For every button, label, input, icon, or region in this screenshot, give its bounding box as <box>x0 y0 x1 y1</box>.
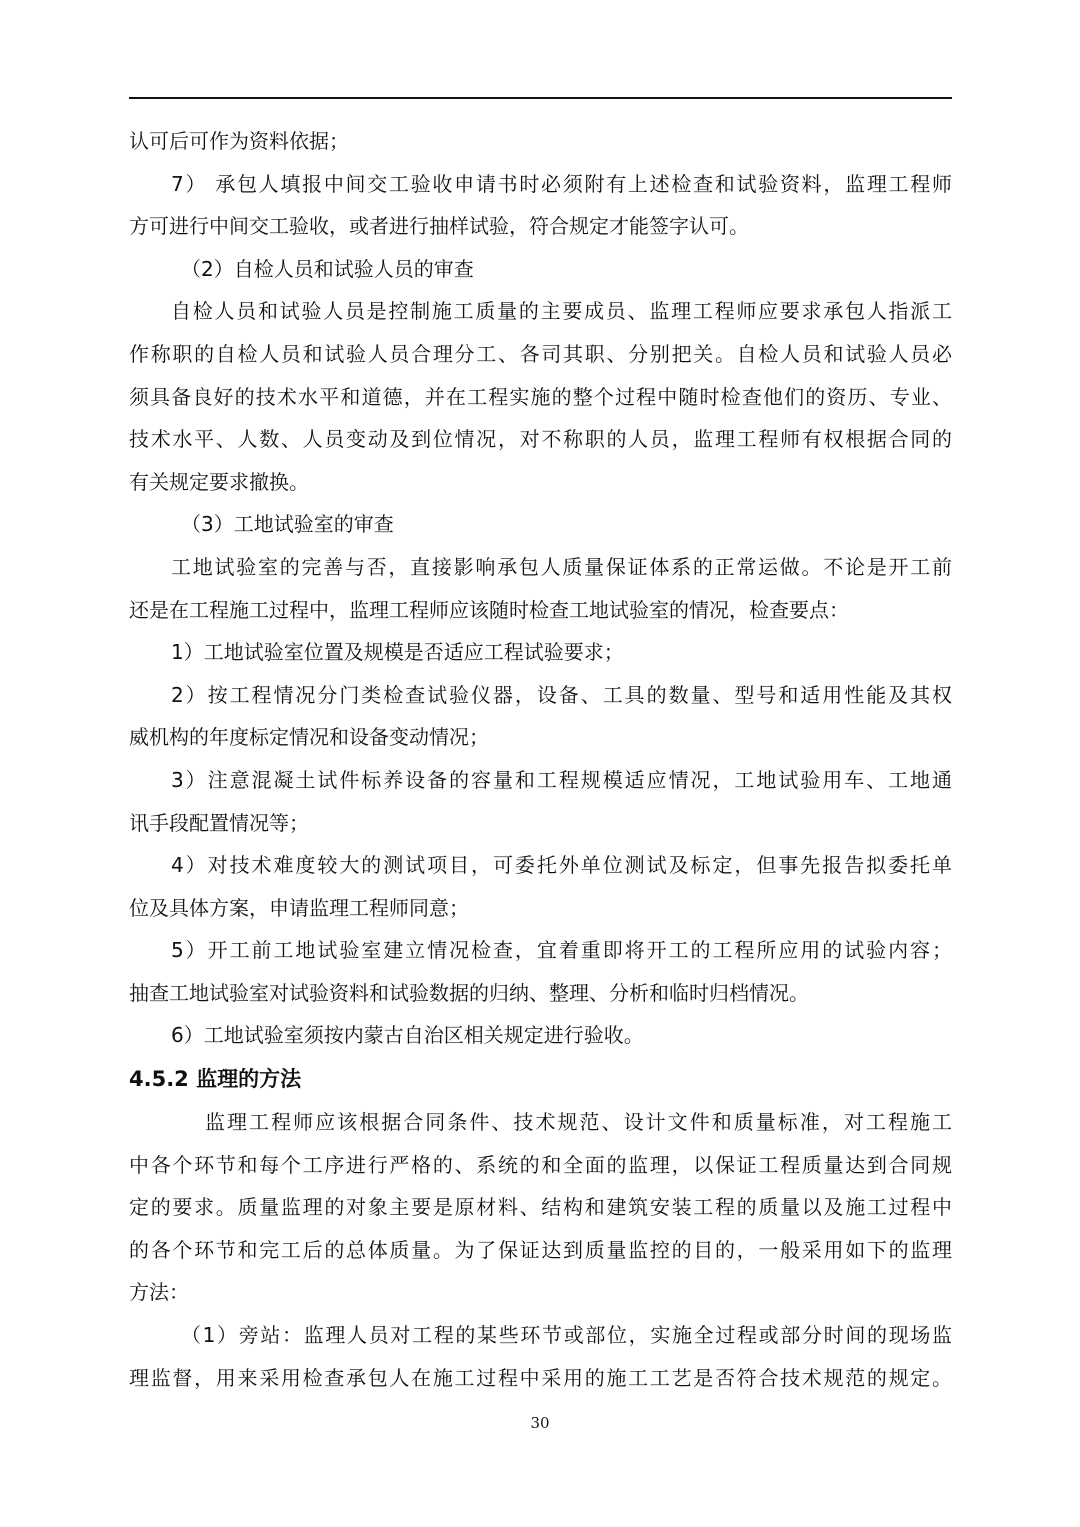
list-item: （1）旁站：监理人员对工程的某些环节或部位，实施全过程或部分时间的现场监 <box>181 1323 952 1348</box>
section-subheading: （2）自检人员和试验人员的审查 <box>181 256 474 281</box>
list-item: 2）按工程情况分门类检查试验仪器，设备、工具的数量、型号和适用性能及其权 <box>171 682 952 707</box>
text-line: 技术水平、人数、人员变动及到位情况，对不称职的人员，监理工程师有权根据合同的 <box>129 427 952 452</box>
text-line: 7） 承包人填报中间交工验收申请书时必须附有上述检查和试验资料，监理工程师 <box>171 171 952 196</box>
text-line: 自检人员和试验人员是控制施工质量的主要成员、监理工程师应要求承包人指派工 <box>171 299 952 324</box>
section-heading: 4.5.2 监理的方法 <box>129 1067 302 1092</box>
text-line: 威机构的年度标定情况和设备变动情况； <box>129 725 489 750</box>
text-line: 方可进行中间交工验收，或者进行抽样试验，符合规定才能签字认可。 <box>129 214 749 239</box>
text-line: 作称职的自检人员和试验人员合理分工、各司其职、分别把关。自检人员和试验人员必 <box>129 341 952 366</box>
body-text <box>129 120 952 1399</box>
page-number: 30 <box>530 1414 550 1432</box>
text-line: 认可后可作为资料依据； <box>129 129 349 153</box>
text-line: 还是在工程施工过程中，监理工程师应该随时检查工地试验室的情况，检查要点： <box>129 597 849 622</box>
text-line: 的各个环节和完工后的总体质量。为了保证达到质量监控的目的，一般采用如下的监理 <box>129 1237 952 1262</box>
text-line: 讯手段配置情况等； <box>129 810 309 835</box>
text-line: 抽查工地试验室对试验资料和试验数据的归纳、整理、分析和临时归档情况。 <box>129 980 809 1005</box>
list-item: 3）注意混凝土试件标养设备的容量和工程规模适应情况，工地试验用车、工地通 <box>171 767 952 792</box>
section-subheading: （3）工地试验室的审查 <box>181 512 394 537</box>
list-item: 4）对技术难度较大的测试项目，可委托外单位测试及标定，但事先报告拟委托单 <box>171 853 952 878</box>
list-item: 5）开工前工地试验室建立情况检查，宜着重即将开工的工程所应用的试验内容； <box>171 938 952 963</box>
header-rule <box>129 97 952 99</box>
text-line: 须具备良好的技术水平和道德，并在工程实施的整个过程中随时检查他们的资历、专业、 <box>129 384 952 409</box>
text-line: 有关规定要求撤换。 <box>129 469 309 494</box>
list-item: 6）工地试验室须按内蒙古自治区相关规定进行验收。 <box>171 1023 644 1048</box>
text-line: 工地试验室的完善与否，直接影响承包人质量保证体系的正常运做。不论是开工前 <box>171 554 952 579</box>
text-line: 监理工程师应该根据合同条件、技术规范、设计文件和质量标准，对工程施工 <box>205 1110 952 1135</box>
text-line: 中各个环节和每个工序进行严格的、系统的和全面的监理，以保证工程质量达到合同规 <box>129 1152 952 1177</box>
text-line: 理监督，用来采用检查承包人在施工过程中采用的施工工艺是否符合技术规范的规定。 <box>129 1365 952 1390</box>
list-item: 1）工地试验室位置及规模是否适应工程试验要求； <box>171 640 624 665</box>
text-line: 位及具体方案，申请监理工程师同意； <box>129 895 469 920</box>
text-line: 定的要求。质量监理的对象主要是原材料、结构和建筑安装工程的质量以及施工过程中 <box>129 1195 952 1220</box>
text-line: 方法： <box>129 1280 189 1305</box>
